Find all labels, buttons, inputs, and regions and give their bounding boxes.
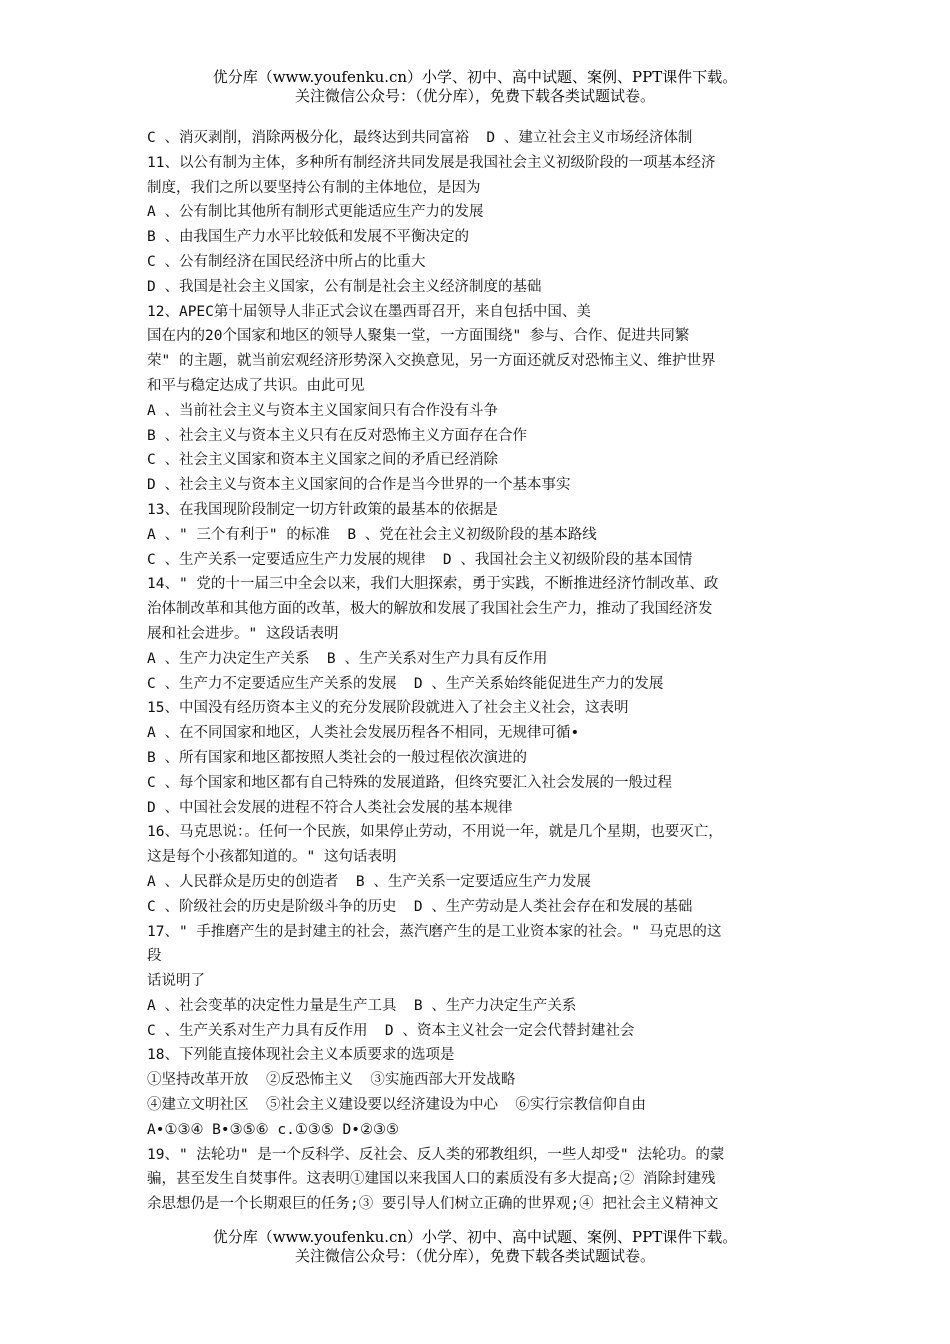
text-line: 14、" 党的十一届三中全会以来，我们大胆探索，勇于实践，不断推进经济竹制改革、政 — [147, 576, 719, 593]
text-line: B 、所有国家和地区都按照人类社会的一般过程依次演进的 — [147, 749, 527, 766]
footer-line-2: 关注微信公众号：（优分库），免费下载各类试题试卷。 — [294, 1247, 655, 1265]
text-line: C 、公有制经济在国民经济中所占的比重大 — [147, 253, 426, 270]
text-line: 19、" 法轮功" 是一个反科学、反社会、反人类的邪教组织，一些人却受" 法轮功。的蒙 — [147, 1146, 725, 1163]
text-line: A 、生产力决定生产关系 B 、生产关系对生产力具有反作用 — [147, 650, 548, 667]
text-line: 这是每个小孩都知道的。" 这句话表明 — [147, 849, 397, 866]
text-line: 骗，甚至发生自焚事件。这表明①建国以来我国人口的素质没有多大提高;② 消除封建残 — [147, 1171, 716, 1188]
text-line: 18、下列能直接体现社会主义本质要求的选项是 — [147, 1047, 455, 1064]
text-line: 国在内的20个国家和地区的领导人聚集一堂，一方面围绕" 参与、合作、促进共同繁 — [147, 328, 690, 345]
text-line: B 、由我国生产力水平比较低和发展不平衡决定的 — [147, 229, 469, 246]
text-line: 话说明了 — [147, 973, 205, 990]
text-line: D 、我国是社会主义国家，公有制是社会主义经济制度的基础 — [147, 278, 542, 295]
document-body — [147, 126, 812, 1217]
text-line: A 、人民群众是历史的创造者 B 、生产关系一定要适应生产力发展 — [147, 873, 591, 890]
text-line: B 、社会主义与资本主义只有在反对恐怖主义方面存在合作 — [147, 427, 527, 444]
text-line: 余思想仍是一个长期艰巨的任务;③ 要引导人们树立正确的世界观;④ 把社会主义精神文 — [147, 1196, 719, 1213]
text-line: D 、中国社会发展的进程不符合人类社会发展的基本规律 — [147, 799, 513, 816]
text-line: A 、" 三个有利于" 的标准 B 、党在社会主义初级阶段的基本路线 — [147, 526, 597, 543]
text-line: D 、社会主义与资本主义国家间的合作是当今世界的一个基本事实 — [147, 477, 571, 494]
text-line: 段 — [147, 948, 162, 965]
text-line: C 、消灭剥削，消除两极分化，最终达到共同富裕 D 、建立社会主义市场经济体制 — [147, 130, 693, 146]
text-line: 展和社会进步。" 这段话表明 — [147, 625, 339, 642]
text-line: 和平与稳定达成了共识。由此可见 — [147, 377, 365, 394]
header-line-2: 关注微信公众号：（优分库），免费下载各类试题试卷。 — [294, 87, 655, 105]
text-line: ④建立文明社区 ⑤社会主义建设要以经济建设为中心 ⑥实行宗教信仰自由 — [147, 1097, 646, 1114]
text-line: A 、公有制比其他所有制形式更能适应生产力的发展 — [147, 204, 484, 221]
text-line: C 、生产力不定要适应生产关系的发展 D 、生产关系始终能促进生产力的发展 — [147, 675, 664, 692]
text-line: ①坚持改革开放 ②反恐怖主义 ③实施西部大开发战略 — [147, 1072, 516, 1089]
footer-line-1: 优分库（www.youfenku.cn）小学、初中、高中试题、案例、PPT课件下载。 — [212, 1228, 738, 1246]
text-line: A 、社会变革的决定性力量是生产工具 B 、生产力决定生产关系 — [147, 997, 577, 1014]
text-line: 17、" 手推磨产生的是封建主的社会，蒸汽磨产生的是工业资本家的社会。" 马克思的这 — [147, 923, 722, 940]
text-line: 治体制改革和其他方面的改革，极大的解放和发展了我国社会生产力，推动了我国经济发 — [147, 601, 713, 618]
text-line: C 、生产关系一定要适应生产力发展的规律 D 、我国社会主义初级阶段的基本国情 — [147, 551, 693, 568]
text-line: 15、中国没有经历资本主义的充分发展阶段就进入了社会主义社会，这表明 — [147, 700, 629, 717]
header-line-1: 优分库（www.youfenku.cn）小学、初中、高中试题、案例、PPT课件下载。 — [212, 68, 738, 86]
text-line: A 、在不同国家和地区，人类社会发展历程各不相同，无规律可循• — [147, 725, 580, 742]
page-footer — [0, 1228, 950, 1266]
text-line: C 、生产关系对生产力具有反作用 D 、资本主义社会一定会代替封建社会 — [147, 1022, 635, 1039]
text-line: C 、阶级社会的历史是阶级斗争的历史 D 、生产劳动是人类社会存在和发展的基础 — [147, 898, 693, 915]
text-line: A•①③④ B•③⑤⑥ c.①③⑤ D•②③⑤ — [147, 1121, 400, 1138]
text-line: 11、以公有制为主体，多种所有制经济共同发展是我国社会主义初级阶段的一项基本经济 — [147, 154, 716, 171]
text-line: C 、社会主义国家和资本主义国家之间的矛盾已经消除 — [147, 452, 498, 469]
text-line: 12、APEC第十届领导人非正式会议在墨西哥召开，来自包括中国、美 — [147, 303, 591, 320]
text-line: A 、当前社会主义与资本主义国家间只有合作没有斗争 — [147, 402, 498, 419]
text-line: 制度，我们之所以要坚持公有制的主体地位，是因为 — [147, 179, 481, 196]
text-line: C 、每个国家和地区都有自己特殊的发展道路，但终究要汇入社会发展的一般过程 — [147, 774, 672, 791]
text-line: 13、在我国现阶段制定一切方针政策的最基本的依据是 — [147, 501, 498, 518]
page-header — [0, 68, 950, 106]
text-line: 荣" 的主题，就当前宏观经济形势深入交换意见，另一方面还就反对恐怖主义、维护世界 — [147, 353, 716, 370]
text-line: 16、马克思说：。任何一个民族，如果停止劳动，不用说一年，就是几个星期，也要灭亡， — [147, 824, 723, 841]
